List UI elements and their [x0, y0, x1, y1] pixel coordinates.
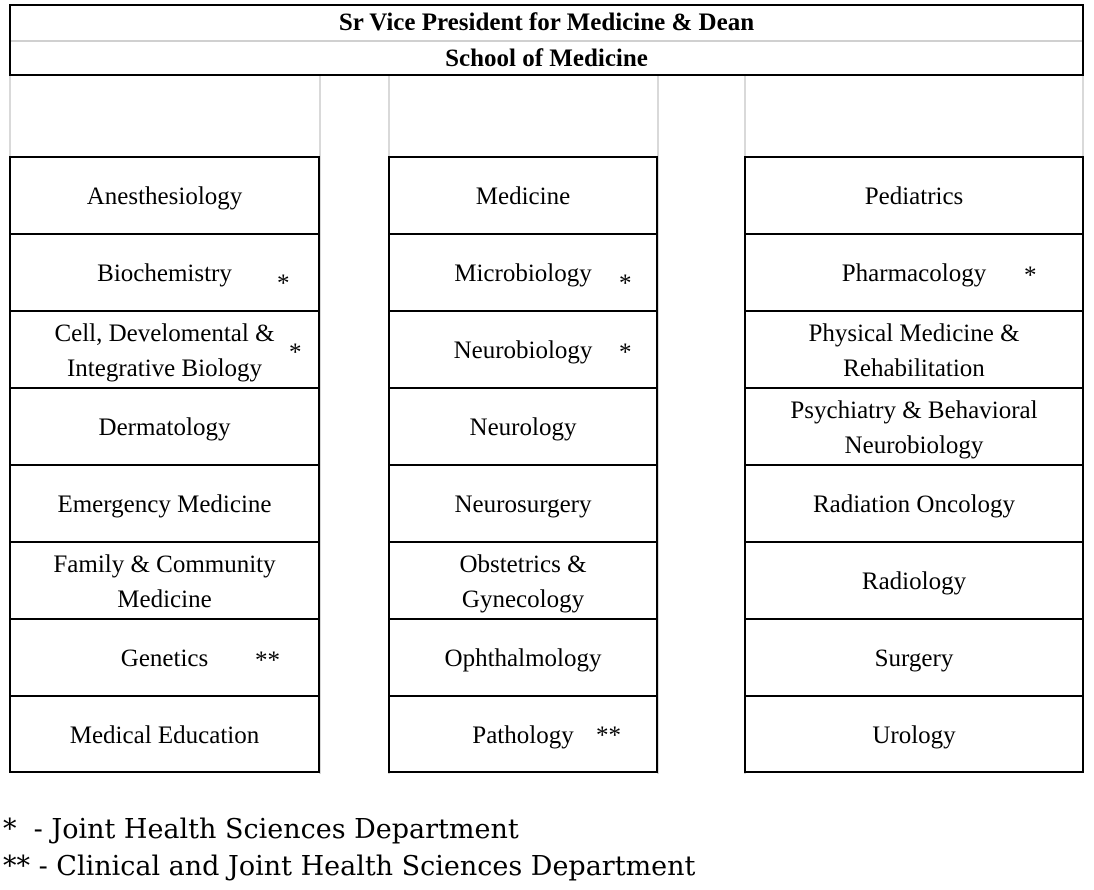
department-cell [746, 618, 1082, 697]
department-cell [11, 464, 318, 543]
department-name-line: Gynecology [461, 585, 585, 613]
department-marker: * [289, 339, 302, 366]
department-name: Emergency Medicine [57, 491, 272, 518]
department-marker: ** [596, 722, 621, 749]
department-cell [11, 387, 318, 466]
department-name-line: Medicine [117, 585, 212, 613]
department-name [459, 547, 586, 617]
department-name [53, 547, 275, 617]
department-cell [746, 695, 1082, 774]
department-name-line: Psychiatry & Behavioral [790, 396, 1038, 424]
department-cell [390, 695, 656, 774]
department-cell [390, 541, 656, 620]
department-name-line: Family & Community [53, 550, 276, 578]
department-name: Neurobiology [453, 337, 593, 364]
department-cell [390, 387, 656, 466]
department-name: Ophthalmology [444, 645, 602, 672]
department-name: Pathology [472, 722, 574, 749]
department-name-line: Physical Medicine & [808, 319, 1020, 347]
department-name: Radiology [861, 568, 967, 595]
department-marker: ** [255, 647, 280, 674]
header-subtitle: School of Medicine [445, 45, 648, 72]
department-name: Urology [872, 722, 956, 749]
department-name-line: Integrative Biology [66, 354, 263, 382]
department-name: Surgery [874, 645, 954, 672]
department-cell [390, 233, 656, 312]
department-name: Microbiology [454, 260, 592, 287]
department-name: Medicine [475, 183, 571, 210]
department-name: Medical Education [69, 722, 260, 749]
department-cell [11, 618, 318, 697]
department-column-right [744, 156, 1084, 773]
department-name: Neurology [469, 414, 577, 441]
department-cell [11, 233, 318, 312]
department-column-middle [388, 156, 658, 773]
department-cell [390, 310, 656, 389]
department-cell [746, 387, 1082, 466]
department-cell [11, 695, 318, 774]
department-marker: * [277, 270, 290, 297]
department-name: Pharmacology [841, 260, 987, 287]
gridline [9, 76, 11, 158]
department-name [54, 316, 274, 386]
department-cell [390, 158, 656, 235]
department-name: Anesthesiology [86, 183, 243, 210]
department-name: Biochemistry [97, 260, 232, 287]
department-name: Neurosurgery [454, 491, 592, 518]
department-cell [746, 233, 1082, 312]
legend-item [3, 813, 519, 847]
department-cell [11, 310, 318, 389]
department-name-line: Neurobiology [844, 431, 984, 459]
department-marker: * [619, 270, 632, 297]
department-name: Pediatrics [864, 183, 964, 210]
header-title: Sr Vice President for Medicine & Dean [338, 9, 755, 36]
department-cell [390, 618, 656, 697]
gridline [1082, 76, 1084, 158]
legend-item [3, 850, 695, 884]
legend-symbol: ** [3, 851, 30, 882]
department-marker: * [619, 339, 632, 366]
department-cell [11, 158, 318, 235]
department-name [790, 393, 1037, 463]
legend-text: - Joint Health Sciences Department [16, 814, 519, 845]
department-cell [746, 158, 1082, 235]
department-name-line: Obstetrics & [459, 550, 587, 578]
department-name: Radiation Oncology [812, 491, 1016, 518]
department-name: Dermatology [98, 414, 231, 441]
department-cell [390, 464, 656, 543]
org-header [9, 4, 1084, 76]
department-cell [746, 541, 1082, 620]
department-column-left [9, 156, 320, 773]
department-name-line: Rehabilitation [843, 354, 985, 382]
legend-symbol: * [3, 814, 17, 845]
legend-text: - Clinical and Joint Health Sciences Department [30, 851, 696, 882]
department-cell [11, 541, 318, 620]
department-name-line: Cell, Develomental & [54, 319, 275, 347]
department-name [808, 316, 1019, 386]
department-marker: * [1024, 262, 1037, 289]
department-name: Genetics [120, 645, 209, 672]
department-cell [746, 464, 1082, 543]
department-cell [746, 310, 1082, 389]
